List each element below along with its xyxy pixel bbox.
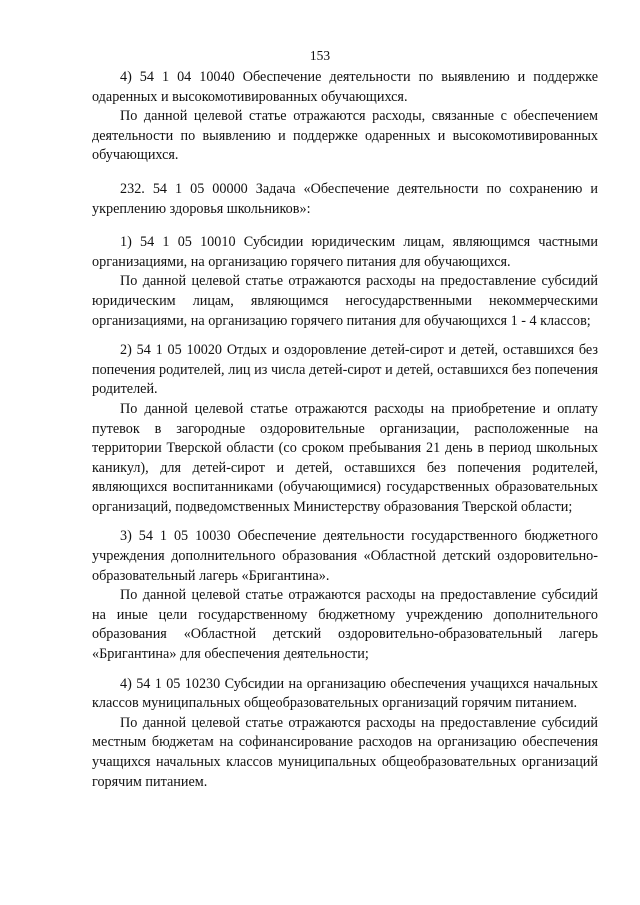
paragraph-item-4b-heading: 4) 54 1 05 10230 Субсидии на организацию обеспечения учащихся начальных классов муниципальных общеобразовательных организаций горячим питанием.	[92, 675, 598, 712]
paragraph-item-3-description: По данной целевой статье отражаются расходы на предоставление субсидий на иные цели государственному бюджетному учреждению дополнительного образования «Областной детский оздоровительно-образовательный лагерь «Бригантина» для обеспечения деятельности;	[92, 587, 598, 663]
page-number: 153	[309, 48, 331, 63]
paragraph-item-1-heading: 1) 54 1 05 10010 Субсидии юридическим лицам, являющимся частными организациями, на организацию горячего питания для обучающихся.	[92, 234, 598, 270]
paragraph-item-4-heading: 4) 54 1 04 10040 Обеспечение деятельности по выявлению и поддержке одаренных и высокомотивированных обучающихся.	[92, 69, 598, 105]
paragraph-section-232-heading: 232. 54 1 05 00000 Задача «Обеспечение деятельности по сохранению и укреплению здоровья школьников»:	[92, 180, 598, 217]
paragraph-item-4b-description: По данной целевой статье отражаются расходы на предоставление субсидий местным бюджетам на софинансирование расходов на организацию обеспечения учащихся начальных классов муниципальных общеобразовательных организаций горячим питанием.	[92, 714, 598, 790]
paragraph-item-2-heading: 2) 54 1 05 10020 Отдых и оздоровление детей-сирот и детей, оставшихся без попечения родителей, лиц из числа детей-сирот и детей, оставшихся без попечения родителей.	[92, 342, 598, 398]
document-body	[92, 68, 598, 792]
paragraph-item-4-description: По данной целевой статье отражаются расходы, связанные с обеспечением деятельности по выявлению и поддержке одаренных и высокомотивированных обучающихся.	[92, 108, 598, 164]
paragraph-item-1-description: По данной целевой статье отражаются расходы на предоставление субсидий юридическим лицам, являющимся негосударственными некоммерческими организациями, на организацию горячего питания для обучающихся 1 - 4 классов;	[92, 273, 598, 329]
paragraph-item-3-heading: 3) 54 1 05 10030 Обеспечение деятельности государственного бюджетного учреждения дополнительного образования «Областной детский оздоровительно-образовательный лагерь «Бригантина».	[92, 528, 598, 584]
paragraph-item-2-description: По данной целевой статье отражаются расходы на приобретение и оплату путевок в загородные оздоровительные организации, расположенные на территории Тверской области (со сроком пребывания 21 день в период школьных каникул), для детей-сирот и детей, оставшихся без попечения родителей, являющихся воспитанниками (обучающимися) государственных образовательных организаций, подведомственных Министерству образования Тверской области;	[92, 400, 598, 515]
